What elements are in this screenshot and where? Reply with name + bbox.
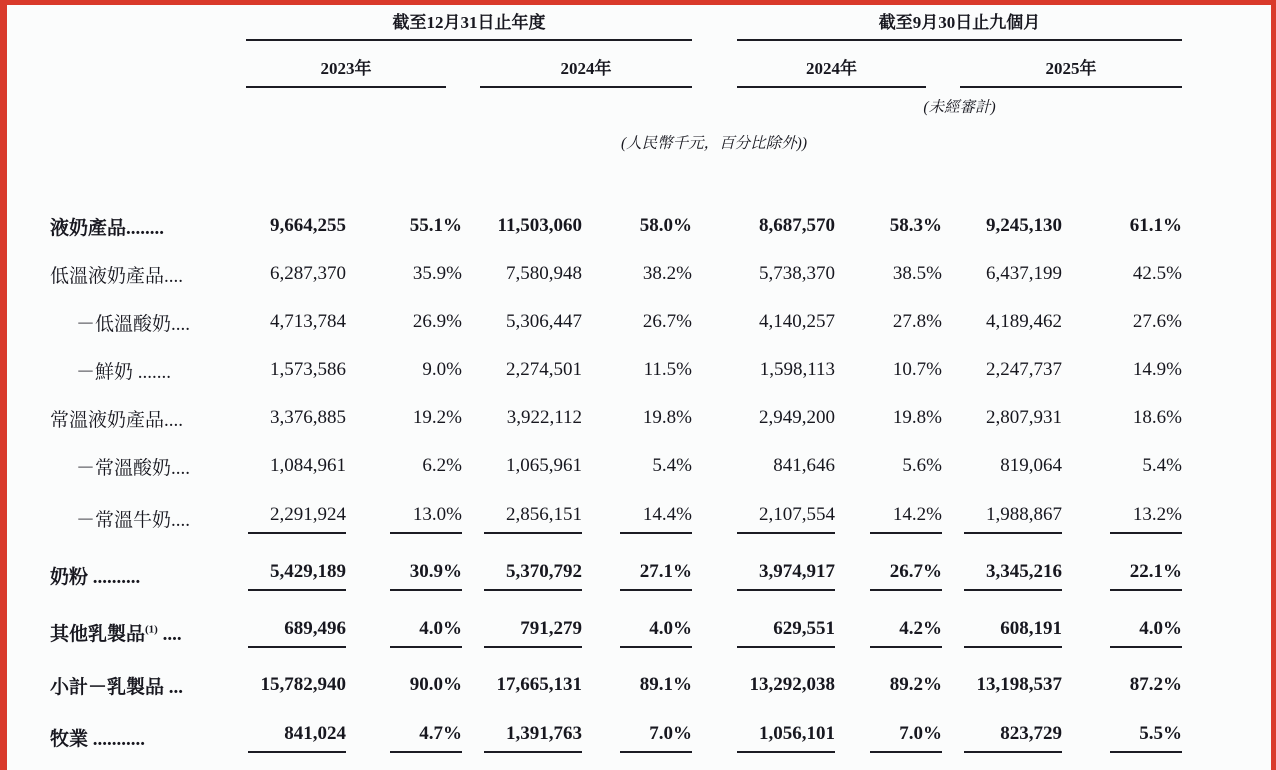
- cell-text: 1,084,961: [270, 455, 346, 476]
- percent-cell: [582, 661, 692, 709]
- cell-text: 4.0%: [620, 618, 692, 648]
- percent-cell: [1062, 202, 1182, 250]
- page-edge-top: [0, 0, 1276, 5]
- value-cell: [737, 442, 835, 490]
- spacer-cell: [8, 8, 246, 40]
- value-cell: [246, 604, 346, 661]
- spacer-cell: [692, 8, 737, 40]
- value-cell: [942, 490, 1062, 547]
- row-label-text: 小計－乳製品: [50, 676, 165, 698]
- cell-text: 13,292,038: [749, 674, 835, 695]
- year-col-2024-fy: [462, 40, 692, 88]
- table-row: [8, 709, 1182, 766]
- table-row: [8, 250, 1182, 298]
- percent-cell: [582, 490, 692, 547]
- leader-dots: ....: [164, 265, 184, 287]
- cell-text: 27.8%: [892, 311, 942, 332]
- cell-text: 8,687,570: [759, 215, 835, 236]
- table-row: [8, 202, 1182, 250]
- cell-text: 35.9%: [412, 263, 462, 284]
- cell-text: 30.9%: [390, 561, 462, 591]
- cell-text: 4.7%: [390, 723, 462, 753]
- cell-text: 7.0%: [620, 723, 692, 753]
- value-cell: [942, 709, 1062, 766]
- percent-cell: [346, 346, 462, 394]
- cell-text: 1,065,961: [506, 455, 582, 476]
- column-gap: [692, 661, 737, 709]
- cell-text: 4.0%: [1110, 618, 1182, 648]
- cell-text: 3,376,885: [270, 407, 346, 428]
- percent-cell: [346, 604, 462, 661]
- cell-text: 38.2%: [642, 263, 692, 284]
- cell-text: 26.7%: [642, 311, 692, 332]
- percent-cell: [1062, 250, 1182, 298]
- value-cell: [462, 202, 582, 250]
- cell-text: 689,496: [248, 618, 346, 648]
- row-label: [8, 250, 246, 298]
- leader-dots: ........: [126, 217, 165, 239]
- value-cell: [246, 394, 346, 442]
- cell-text: 1,056,101: [737, 723, 835, 753]
- unaudited-note: (未經審計): [923, 99, 996, 116]
- cell-text: 19.8%: [642, 407, 692, 428]
- column-gap: [692, 442, 737, 490]
- row-label: [8, 490, 246, 547]
- percent-cell: [582, 202, 692, 250]
- cell-text: 6,437,199: [986, 263, 1062, 284]
- value-cell: [737, 661, 835, 709]
- value-cell: [942, 202, 1062, 250]
- value-cell: [462, 547, 582, 604]
- cell-text: 5.5%: [1110, 723, 1182, 753]
- value-cell: [246, 298, 346, 346]
- spacer-cell: [8, 124, 246, 160]
- table-row: [8, 394, 1182, 442]
- cell-text: 55.1%: [409, 215, 462, 236]
- row-label-text: －常溫牛奶: [76, 510, 172, 531]
- cell-text: 7.0%: [870, 723, 942, 753]
- value-cell: [737, 547, 835, 604]
- cell-text: 89.2%: [889, 674, 942, 695]
- cell-text: 2,807,931: [986, 407, 1062, 428]
- cell-text: 629,551: [737, 618, 835, 648]
- percent-cell: [346, 202, 462, 250]
- column-gap: [692, 202, 737, 250]
- cell-text: 87.2%: [1129, 674, 1182, 695]
- value-cell: [737, 202, 835, 250]
- percent-cell: [1062, 490, 1182, 547]
- revenue-breakdown-table: [8, 8, 1182, 766]
- cell-text: 19.2%: [412, 407, 462, 428]
- cell-text: 11,503,060: [497, 215, 582, 236]
- cell-text: 14.2%: [870, 504, 942, 534]
- table-row: [8, 442, 1182, 490]
- leader-dots: ...: [164, 676, 184, 698]
- percent-cell: [346, 298, 462, 346]
- table-row: [8, 490, 1182, 547]
- leader-dots: ..........: [88, 567, 141, 588]
- row-label-text: －低溫酸奶: [76, 313, 172, 335]
- percent-cell: [825, 604, 942, 661]
- value-cell: [462, 709, 582, 766]
- value-cell: [737, 298, 835, 346]
- cell-text: 61.1%: [1129, 215, 1182, 236]
- value-cell: [462, 661, 582, 709]
- cell-text: 5,306,447: [506, 311, 582, 332]
- table-body: [8, 202, 1182, 766]
- percent-cell: [346, 394, 462, 442]
- percent-cell: [582, 298, 692, 346]
- cell-text: 841,646: [773, 455, 835, 476]
- cell-text: 4,713,784: [270, 311, 346, 332]
- cell-text: 823,729: [964, 723, 1062, 753]
- row-label: [8, 604, 246, 661]
- percent-cell: [825, 250, 942, 298]
- row-label: [8, 394, 246, 442]
- value-cell: [737, 490, 835, 547]
- column-gap: [692, 604, 737, 661]
- value-cell: [942, 250, 1062, 298]
- value-cell: [462, 250, 582, 298]
- row-label-text: 牧業: [50, 729, 89, 750]
- spacer-cell: [692, 40, 737, 88]
- row-label-text: 低溫液奶產品: [50, 265, 165, 287]
- cell-text: 22.1%: [1110, 561, 1182, 591]
- percent-cell: [1062, 661, 1182, 709]
- year-label-2024-fy: 2024年: [480, 54, 692, 88]
- year-col-2023: [246, 40, 462, 88]
- leader-dots: ....: [157, 624, 182, 645]
- year-label-2023: 2023年: [246, 54, 446, 88]
- percent-cell: [825, 490, 942, 547]
- cell-text: 4.2%: [870, 618, 942, 648]
- cell-text: 2,107,554: [737, 504, 835, 534]
- cell-text: 791,279: [484, 618, 582, 648]
- unaudited-note-row: [8, 88, 1182, 124]
- value-cell: [942, 298, 1062, 346]
- percent-cell: [1062, 298, 1182, 346]
- spacer-cell: [8, 88, 737, 124]
- value-cell: [942, 604, 1062, 661]
- cell-text: 10.7%: [892, 359, 942, 380]
- footnote-marker: (1): [145, 623, 158, 636]
- value-cell: [737, 346, 835, 394]
- value-cell: [246, 202, 346, 250]
- value-cell: [246, 346, 346, 394]
- row-label: [8, 709, 246, 766]
- row-label-text: 液奶產品: [50, 217, 127, 239]
- cell-text: 5.4%: [1142, 455, 1182, 476]
- cell-text: 2,291,924: [248, 504, 346, 534]
- value-cell: [942, 394, 1062, 442]
- cell-text: 7,580,948: [506, 263, 582, 284]
- cell-text: 2,274,501: [506, 359, 582, 380]
- value-cell: [462, 394, 582, 442]
- percent-cell: [346, 442, 462, 490]
- percent-cell: [346, 709, 462, 766]
- cell-text: 6.2%: [422, 455, 462, 476]
- percent-cell: [582, 604, 692, 661]
- cell-text: 1,988,867: [964, 504, 1062, 534]
- cell-text: 27.1%: [620, 561, 692, 591]
- cell-text: 1,573,586: [270, 359, 346, 380]
- column-gap: [692, 709, 737, 766]
- value-cell: [942, 547, 1062, 604]
- page-edge-left: [0, 0, 7, 770]
- cell-text: 5,429,189: [248, 561, 346, 591]
- value-cell: [462, 604, 582, 661]
- units-note-cell: [246, 124, 1182, 160]
- percent-cell: [825, 202, 942, 250]
- cell-text: 819,064: [1000, 455, 1062, 476]
- percent-cell: [582, 346, 692, 394]
- value-cell: [246, 547, 346, 604]
- cell-text: 5.4%: [652, 455, 692, 476]
- value-cell: [462, 490, 582, 547]
- units-note: (人民幣千元，百分比除外)): [621, 135, 807, 152]
- cell-text: 2,949,200: [759, 407, 835, 428]
- row-label: [8, 298, 246, 346]
- period-group-title-fy: 截至12月31日止年度: [392, 13, 546, 32]
- cell-text: 9,245,130: [986, 215, 1062, 236]
- cell-text: 14.9%: [1132, 359, 1182, 380]
- percent-cell: [825, 661, 942, 709]
- spacer-cell: [8, 160, 1182, 202]
- cell-text: 13,198,537: [976, 674, 1062, 695]
- percent-cell: [1062, 442, 1182, 490]
- page-edge-right: [1271, 0, 1276, 770]
- period-group-fy: [246, 8, 692, 40]
- cell-text: 3,974,917: [737, 561, 835, 591]
- row-label-text: 常溫液奶產品: [50, 409, 165, 431]
- value-cell: [462, 346, 582, 394]
- cell-text: 17,665,131: [496, 674, 582, 695]
- cell-text: 58.3%: [889, 215, 942, 236]
- percent-cell: [1062, 709, 1182, 766]
- leader-dots: ...........: [88, 729, 146, 750]
- percent-cell: [825, 346, 942, 394]
- cell-text: 9,664,255: [270, 215, 346, 236]
- period-group-title-9m: 截至9月30日止九個月: [878, 13, 1041, 32]
- row-label-text: 奶粉: [50, 567, 89, 588]
- cell-text: 2,856,151: [484, 504, 582, 534]
- percent-cell: [346, 490, 462, 547]
- leader-dots: ....: [171, 510, 191, 531]
- percent-cell: [1062, 604, 1182, 661]
- cell-text: 5,370,792: [484, 561, 582, 591]
- cell-text: 3,345,216: [964, 561, 1062, 591]
- cell-text: 18.6%: [1132, 407, 1182, 428]
- cell-text: 1,391,763: [484, 723, 582, 753]
- percent-cell: [346, 547, 462, 604]
- value-cell: [246, 490, 346, 547]
- cell-text: 608,191: [964, 618, 1062, 648]
- year-col-2024-9m: [737, 40, 942, 88]
- cell-text: 14.4%: [620, 504, 692, 534]
- leader-dots: ....: [164, 409, 184, 431]
- spacer-cell: [8, 40, 246, 88]
- value-cell: [942, 661, 1062, 709]
- value-cell: [737, 709, 835, 766]
- units-note-row: [8, 124, 1182, 160]
- cell-text: 42.5%: [1132, 263, 1182, 284]
- column-gap: [692, 298, 737, 346]
- cell-text: 13.2%: [1110, 504, 1182, 534]
- cell-text: 27.6%: [1132, 311, 1182, 332]
- row-label: [8, 442, 246, 490]
- leader-dots: ....: [171, 457, 191, 479]
- percent-cell: [825, 298, 942, 346]
- value-cell: [737, 604, 835, 661]
- row-label-text: －鮮奶: [76, 361, 134, 383]
- table-row: [8, 661, 1182, 709]
- percent-cell: [825, 394, 942, 442]
- table-row: [8, 547, 1182, 604]
- cell-text: 13.0%: [390, 504, 462, 534]
- cell-text: 6,287,370: [270, 263, 346, 284]
- year-col-2025-9m: [942, 40, 1182, 88]
- cell-text: 58.0%: [639, 215, 692, 236]
- cell-text: 19.8%: [892, 407, 942, 428]
- cell-text: 2,247,737: [986, 359, 1062, 380]
- cell-text: 5.6%: [902, 455, 942, 476]
- percent-cell: [1062, 394, 1182, 442]
- column-gap: [692, 490, 737, 547]
- percent-cell: [582, 394, 692, 442]
- period-group-header-row: [8, 8, 1182, 40]
- unaudited-note-cell: [737, 88, 1182, 124]
- cell-text: 38.5%: [892, 263, 942, 284]
- cell-text: 4.0%: [390, 618, 462, 648]
- percent-cell: [1062, 547, 1182, 604]
- cell-text: 89.1%: [639, 674, 692, 695]
- percent-cell: [1062, 346, 1182, 394]
- period-group-9m: [737, 8, 1182, 40]
- table-row: [8, 604, 1182, 661]
- percent-cell: [825, 547, 942, 604]
- value-cell: [942, 346, 1062, 394]
- value-cell: [246, 661, 346, 709]
- percent-cell: [582, 547, 692, 604]
- cell-text: 11.5%: [643, 359, 692, 380]
- percent-cell: [346, 661, 462, 709]
- cell-text: 1,598,113: [759, 359, 835, 380]
- value-cell: [246, 250, 346, 298]
- percent-cell: [582, 250, 692, 298]
- value-cell: [737, 394, 835, 442]
- column-gap: [692, 394, 737, 442]
- year-label-2024-9m: 2024年: [737, 54, 926, 88]
- cell-text: 4,189,462: [986, 311, 1062, 332]
- row-label-text: －常溫酸奶: [76, 457, 172, 479]
- year-label-2025-9m: 2025年: [960, 54, 1182, 88]
- value-cell: [246, 442, 346, 490]
- cell-text: 15,782,940: [260, 674, 346, 695]
- percent-cell: [346, 250, 462, 298]
- percent-cell: [825, 709, 942, 766]
- row-label: [8, 661, 246, 709]
- row-label-text: 其他乳製品: [50, 624, 146, 645]
- table-row: [8, 298, 1182, 346]
- percent-cell: [582, 709, 692, 766]
- cell-text: 841,024: [248, 723, 346, 753]
- table-row: [8, 346, 1182, 394]
- value-cell: [246, 709, 346, 766]
- leader-dots: ....: [171, 313, 191, 335]
- row-label: [8, 202, 246, 250]
- cell-text: 4,140,257: [759, 311, 835, 332]
- cell-text: 26.7%: [870, 561, 942, 591]
- value-cell: [462, 298, 582, 346]
- percent-cell: [582, 442, 692, 490]
- cell-text: 26.9%: [412, 311, 462, 332]
- cell-text: 90.0%: [409, 674, 462, 695]
- column-gap: [692, 346, 737, 394]
- column-gap: [692, 250, 737, 298]
- column-gap: [692, 547, 737, 604]
- percent-cell: [825, 442, 942, 490]
- row-label: [8, 547, 246, 604]
- header-spacer-row: [8, 160, 1182, 202]
- value-cell: [942, 442, 1062, 490]
- cell-text: 3,922,112: [506, 407, 582, 428]
- cell-text: 9.0%: [422, 359, 462, 380]
- year-header-row: [8, 40, 1182, 88]
- row-label: [8, 346, 246, 394]
- cell-text: 5,738,370: [759, 263, 835, 284]
- value-cell: [737, 250, 835, 298]
- leader-dots: .......: [133, 361, 172, 383]
- value-cell: [462, 442, 582, 490]
